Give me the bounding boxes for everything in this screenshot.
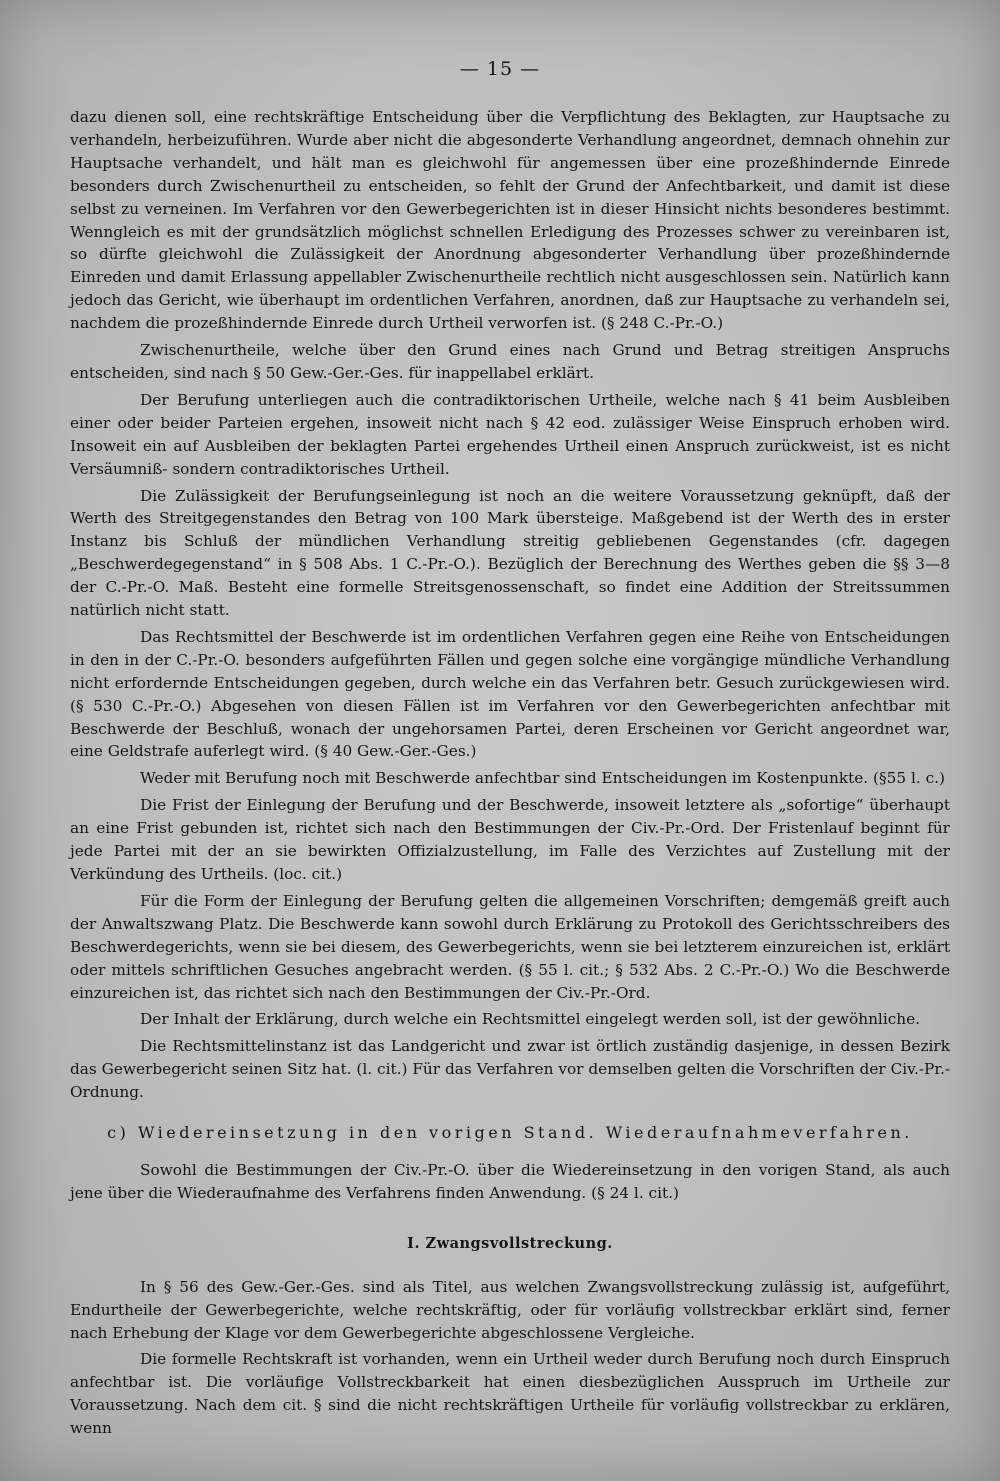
page-number: — 15 — — [459, 58, 541, 80]
paragraph-1: dazu dienen soll, eine rechtskräftige Entscheidung über die Verpflichtung des Beklagten, zur Hauptsache zu verhandeln, herbeizuführen. Wurde aber nicht die abgesonderte Verhandlung angeordnet, demnach ohnehin zur Hauptsache verhandelt, und hält man es gleichwohl für angemessen über eine prozeßhindernde Einrede besonders durch Zwischenurtheil zu entscheiden, so fehlt der Grund der Anfechtbarkeit, und damit ist diese selbst zu verneinen. Im Verfahren vor den Gewerbegerichten ist in dieser Hinsicht nichts besonderes bestimmt. Wenngleich es mit der grundsätzlich möglichst schnellen Erledigung des Prozesses schwer zu vereinbaren ist, so dürfte gleichwohl die Zulässigkeit der Anordnung abgesonderter Verhandlung über prozeßhindernde Einreden und damit Erlassung appellabler Zwischenurtheile rechtlich nicht ausgeschlossen sein. Natürlich kann jedoch das Gericht, wie überhaupt im ordentlichen Verfahren, anordnen, daß zur Hauptsache zu verhandeln sei, nachdem die prozeßhindernde Einrede durch Urtheil verworfen ist. (§ 248 C.-Pr.-O.) — [70, 108, 950, 333]
paragraph-6: Weder mit Berufung noch mit Beschwerde anfechtbar sind Entscheidungen im Kostenpunkte. (§55 l. c.) — [140, 769, 945, 788]
subsection-heading-c: c) Wiedereinsetzung in den vorigen Stand. Wiederaufnahmeverfahren. — [107, 1123, 913, 1143]
paragraph-11: Sowohl die Bestimmungen der Civ.-Pr.-O. über die Wiedereinsetzung in den vorigen Stand, als auch jene über die Wiederaufnahme des Verfahrens finden Anwendung. (§ 24 l. cit.) — [70, 1160, 950, 1202]
section-heading-i: I. Zwangsvollstreckung. — [407, 1234, 613, 1252]
paragraph-4: Die Zulässigkeit der Berufungseinlegung ist noch an die weitere Voraussetzung geknüpft, daß der Werth des Streitgegenstandes den Betrag von 100 Mark übersteige. Maßgebend ist der Werth des in erster Instanz bis Schluß der mündlichen Verhandlung streitig gebliebenen Gegenstandes (cfr. dagegen „Beschwerdegegenstand“ in § 508 Abs. 1 C.-Pr.-O.). Bezüglich der Berechnung des Werthes geben die §§ 3—8 der C.-Pr.-O. Maß. Besteht eine formelle Streitsgenossenschaft, so findet eine Addition der Streitssummen natürlich nicht statt. — [70, 486, 950, 620]
paragraph-5: Das Rechtsmittel der Beschwerde ist im ordentlichen Verfahren gegen eine Reihe von Entscheidungen in den in der C.-Pr.-O. besonders aufgeführten Fällen und gegen solche eine vorgängige mündliche Verhandlung nicht erfordernde Entscheidungen gegeben, durch welche ein das Verfahren betr. Gesuch zurückgewiesen wird. (§ 530 C.-Pr.-O.) Abgesehen von diesen Fällen ist im Verfahren vor den Gewerbegerichten anfechtbar mit Beschwerde der Beschluß, wonach der ungehorsamen Partei, deren Erscheinen vor Gericht angeordnet war, eine Geldstrafe auferlegt wird. (§ 40 Gew.-Ger.-Ges.) — [70, 627, 950, 761]
body-text — [70, 106, 950, 1444]
paragraph-9: Der Inhalt der Erklärung, durch welche ein Rechtsmittel eingelegt werden soll, ist der gewöhnliche. — [140, 1010, 921, 1029]
paragraph-3: Der Berufung unterliegen auch die contradiktorischen Urtheile, welche nach § 41 beim Ausbleiben einer oder beider Parteien ergehen, insoweit nicht nach § 42 eod. zulässiger Weise Einspruch erhoben wird. Insoweit ein auf Ausbleiben der beklagten Partei ergehendes Urtheil einen Anspruch zurückweist, ist es nicht Versäumniß- sondern contradiktorisches Urtheil. — [70, 390, 950, 478]
paragraph-7: Die Frist der Einlegung der Berufung und der Beschwerde, insoweit letztere als „sofortige“ überhaupt an eine Frist gebunden ist, richtet sich nach den Bestimmungen der Civ.-Pr.-Ord. Der Fristenlauf beginnt für jede Partei mit der an sie bewirkten Offizialzustellung, im Falle des Verzichtes auf Zustellung mit der Verkündung des Urtheils. (loc. cit.) — [70, 796, 950, 883]
paragraph-8: Für die Form der Einlegung der Berufung gelten die allgemeinen Vorschriften; demgemäß greift auch der Anwaltszwang Platz. Die Beschwerde kann sowohl durch Erklärung zu Protokoll des Gerichtsschreibers des Beschwerdegerichts, wenn sie bei diesem, des Gewerbegerichts, wenn sie bei letzterem einzureichen ist, erklärt oder mittels schriftlichen Gesuches angebracht werden. (§ 55 l. cit.; § 532 Abs. 2 C.-Pr.-O.) Wo die Beschwerde einzureichen ist, das richtet sich nach den Bestimmungen der Civ.-Pr.-Ord. — [70, 891, 950, 1002]
paragraph-10: Die Rechtsmittelinstanz ist das Landgericht und zwar ist örtlich zuständig dasjenige, in dessen Bezirk das Gewerbegericht seinen Sitz hat. (l. cit.) Für das Verfahren vor demselben gelten die Vorschriften der Civ.-Pr.-Ordnung. — [70, 1037, 950, 1102]
paragraph-2: Zwischenurtheile, welche über den Grund eines nach Grund und Betrag streitigen Anspruchs entscheiden, sind nach § 50 Gew.-Ger.-Ges. für inappellabel erklärt. — [70, 341, 950, 382]
paragraph-13: Die formelle Rechtskraft ist vorhanden, wenn ein Urtheil weder durch Berufung noch durch Einspruch anfechtbar ist. Die vorläufige Vollstreckbarkeit hat einen diesbezüglichen Ausspruch im Urtheile zur Voraussetzung. Nach dem cit. § sind die nicht rechtskräftigen Urtheile für vorläufig vollstreckbar zu erklären, wenn — [70, 1350, 950, 1438]
paragraph-12: In § 56 des Gew.-Ger.-Ges. sind als Titel, aus welchen Zwangsvollstreckung zulässig ist, aufgeführt, Endurtheile der Gewerbegerichte, welche rechtskräftig, oder für vorläufig vollstreckbar erklärt sind, ferner nach Erhebung der Klage vor dem Gewerbegerichte abgeschlossene Vergleiche. — [70, 1277, 950, 1342]
